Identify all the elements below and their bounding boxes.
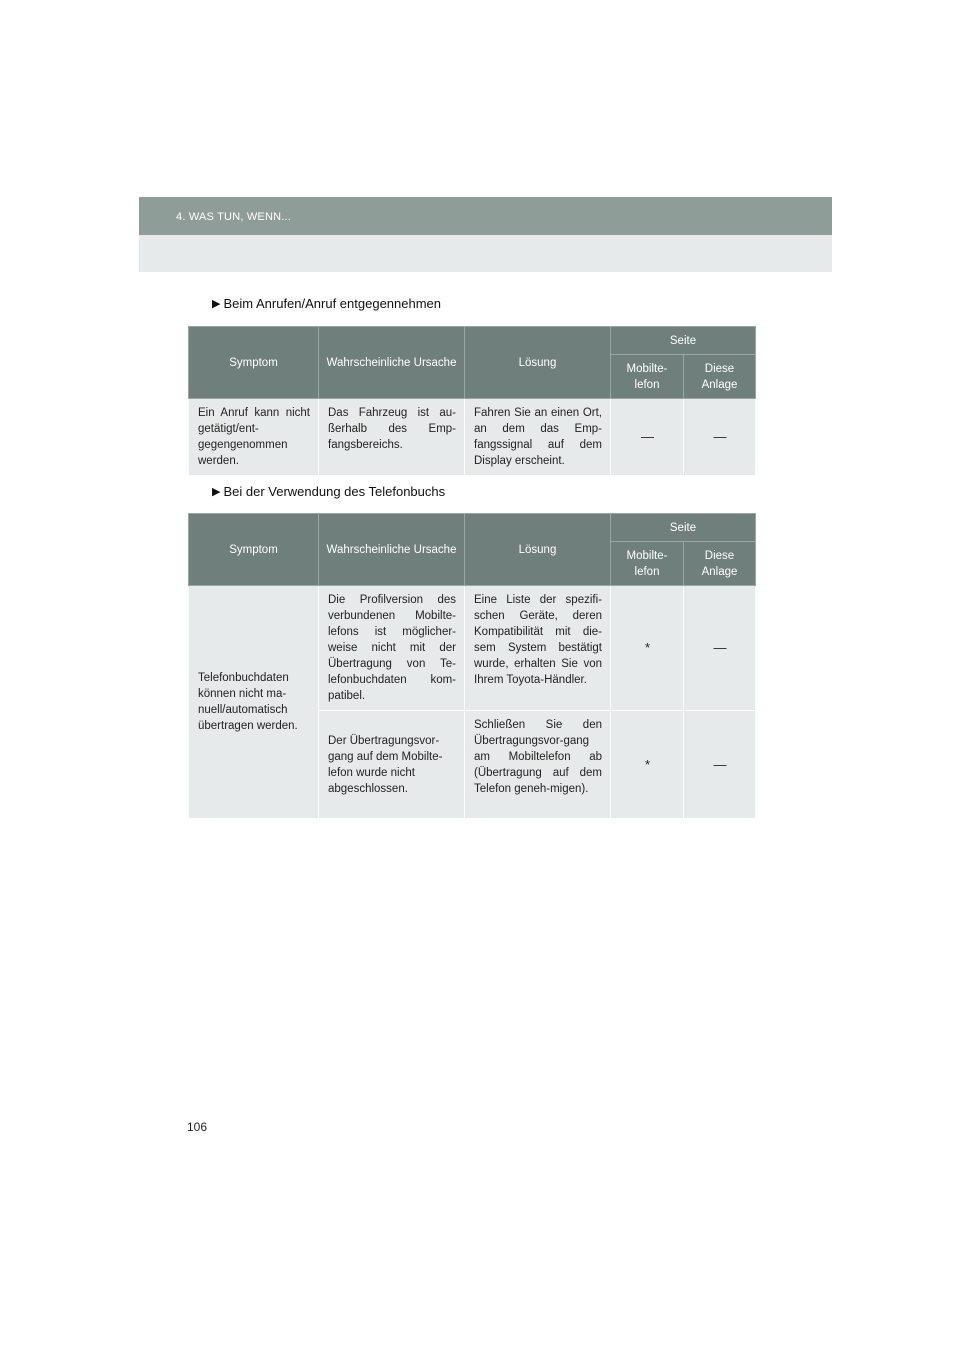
section-heading-text: Bei der Verwendung des Telefonbuchs [223,484,446,499]
table-row [189,399,756,476]
col-header-system: Diese Anlage [684,355,756,399]
triangle-right-icon: ▶ [212,298,221,310]
col-header-cause: Wahrscheinliche Ursache [319,514,465,586]
col-header-solution: Lösung [465,327,611,399]
cause-cell: Das Fahrzeug ist au-ßerhalb des Emp-fangsbereichs. [319,399,465,476]
col-header-page: Seite [611,514,756,542]
chapter-header [139,197,832,235]
col-header-solution: Lösung [465,514,611,586]
col-header-symptom: Symptom [189,514,319,586]
calls-troubleshooting-table [188,326,756,476]
system-page-cell: — [684,711,756,819]
symptom-cell: Telefonbuchdaten können nicht ma-nuell/automatisch übertragen werden. [189,586,319,819]
section-heading-calls [212,296,441,311]
phonebook-troubleshooting-table [188,513,756,819]
cause-cell: Der Übertragungsvor-gang auf dem Mobilte-lefon wurde nicht abgeschlossen. [319,711,465,819]
symptom-cell: Ein Anruf kann nicht getätigt/ent-gegengenommen werden. [189,399,319,476]
chapter-title: 4. WAS TUN, WENN... [176,211,292,223]
section-heading-phonebook [212,484,445,499]
solution-cell: Eine Liste der spezifi-schen Geräte, deren Kompatibilität mit die-sem System bestätigt wurde, erhalten Sie von Ihrem Toyota-Händler. [465,586,611,711]
mobile-page-cell: * [611,711,684,819]
col-header-cause: Wahrscheinliche Ursache [319,327,465,399]
section-heading-text: Beim Anrufen/Anruf entgegennehmen [223,296,442,311]
triangle-right-icon: ▶ [212,486,221,498]
header-band [139,235,832,272]
col-header-mobile: Mobilte-lefon [611,355,684,399]
mobile-page-cell: * [611,586,684,711]
solution-cell: Fahren Sie an einen Ort, an dem das Emp-fangssignal auf dem Display erscheint. [465,399,611,476]
col-header-system: Diese Anlage [684,542,756,586]
col-header-mobile: Mobilte-lefon [611,542,684,586]
mobile-page-cell: — [611,399,684,476]
system-page-cell: — [684,586,756,711]
system-page-cell: — [684,399,756,476]
col-header-page: Seite [611,327,756,355]
col-header-symptom: Symptom [189,327,319,399]
solution-cell: Schließen Sie den Übertragungsvor-gang am Mobiltelefon ab (Übertragung auf dem Telefon geneh-migen). [465,711,611,819]
table-row [189,586,756,711]
page-number: 106 [187,1120,208,1134]
cause-cell: Die Profilversion des verbundenen Mobilte-lefons ist möglicher-weise nicht mit der Übertragung von Te-lefonbuchdaten kom-patibel. [319,586,465,711]
